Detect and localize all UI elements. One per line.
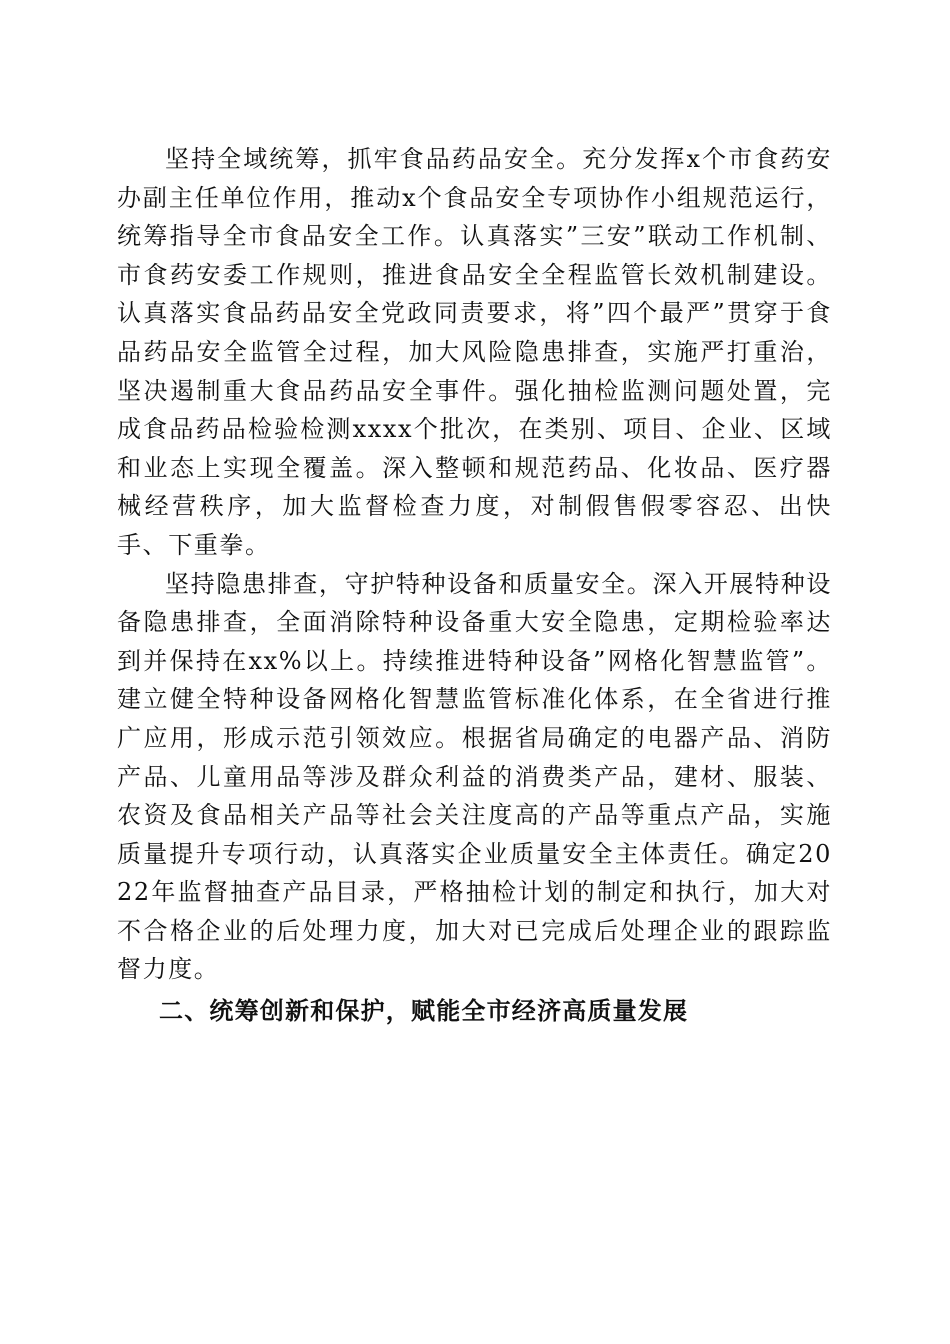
section-heading: 二、统筹创新和保护，赋能全市经济高质量发展 [159,997,689,1026]
paragraph-food-drug-safety: 坚持全域统筹，抓牢食品药品安全。充分发挥x个市食药安办副主任单位作用，推动x个食品安全专项协作小组规范运行，统筹指导全市食品安全工作。认真落实”三安”联动工作机制、市食药安委工作规则，推进食品安全全程监管长效机制建设。认真落实食品药品安全党政同责要求，将”四个最严”贯穿于食品药品安全监管全过程，加大风险隐患排查，实施严打重治，坚决遏制重大食品药品安全事件。强化抽检监测问题处置，完成食品药品检验检测xxxx个批次，在类别、项目、企业、区域和业态上实现全覆盖。深入整顿和规范药品、化妆品、医疗器械经营秩序，加大监督检查力度，对制假售假零容忍、出快手、下重拳。 [117,145,832,559]
paragraph-special-equipment-safety: 坚持隐患排查，守护特种设备和质量安全。深入开展特种设备隐患排查，全面消除特种设备重大安全隐患，定期检验率达到并保持在xx%以上。持续推进特种设备”网格化智慧监管”。建立健全特种设备网格化智慧监管标准化体系，在全省进行推广应用，形成示范引领效应。根据省局确定的电器产品、消防产品、儿童用品等涉及群众利益的消费类产品，建材、服装、农资及食品相关产品等社会关注度高的产品等重点产品，实施质量提升专项行动，认真落实企业质量安全主体责任。确定2022年监督抽查产品目录，严格抽检计划的制定和执行，加大对不合格企业的后处理力度，加大对已完成后处理企业的跟踪监督力度。 [117,569,832,984]
document-body [117,140,832,1031]
